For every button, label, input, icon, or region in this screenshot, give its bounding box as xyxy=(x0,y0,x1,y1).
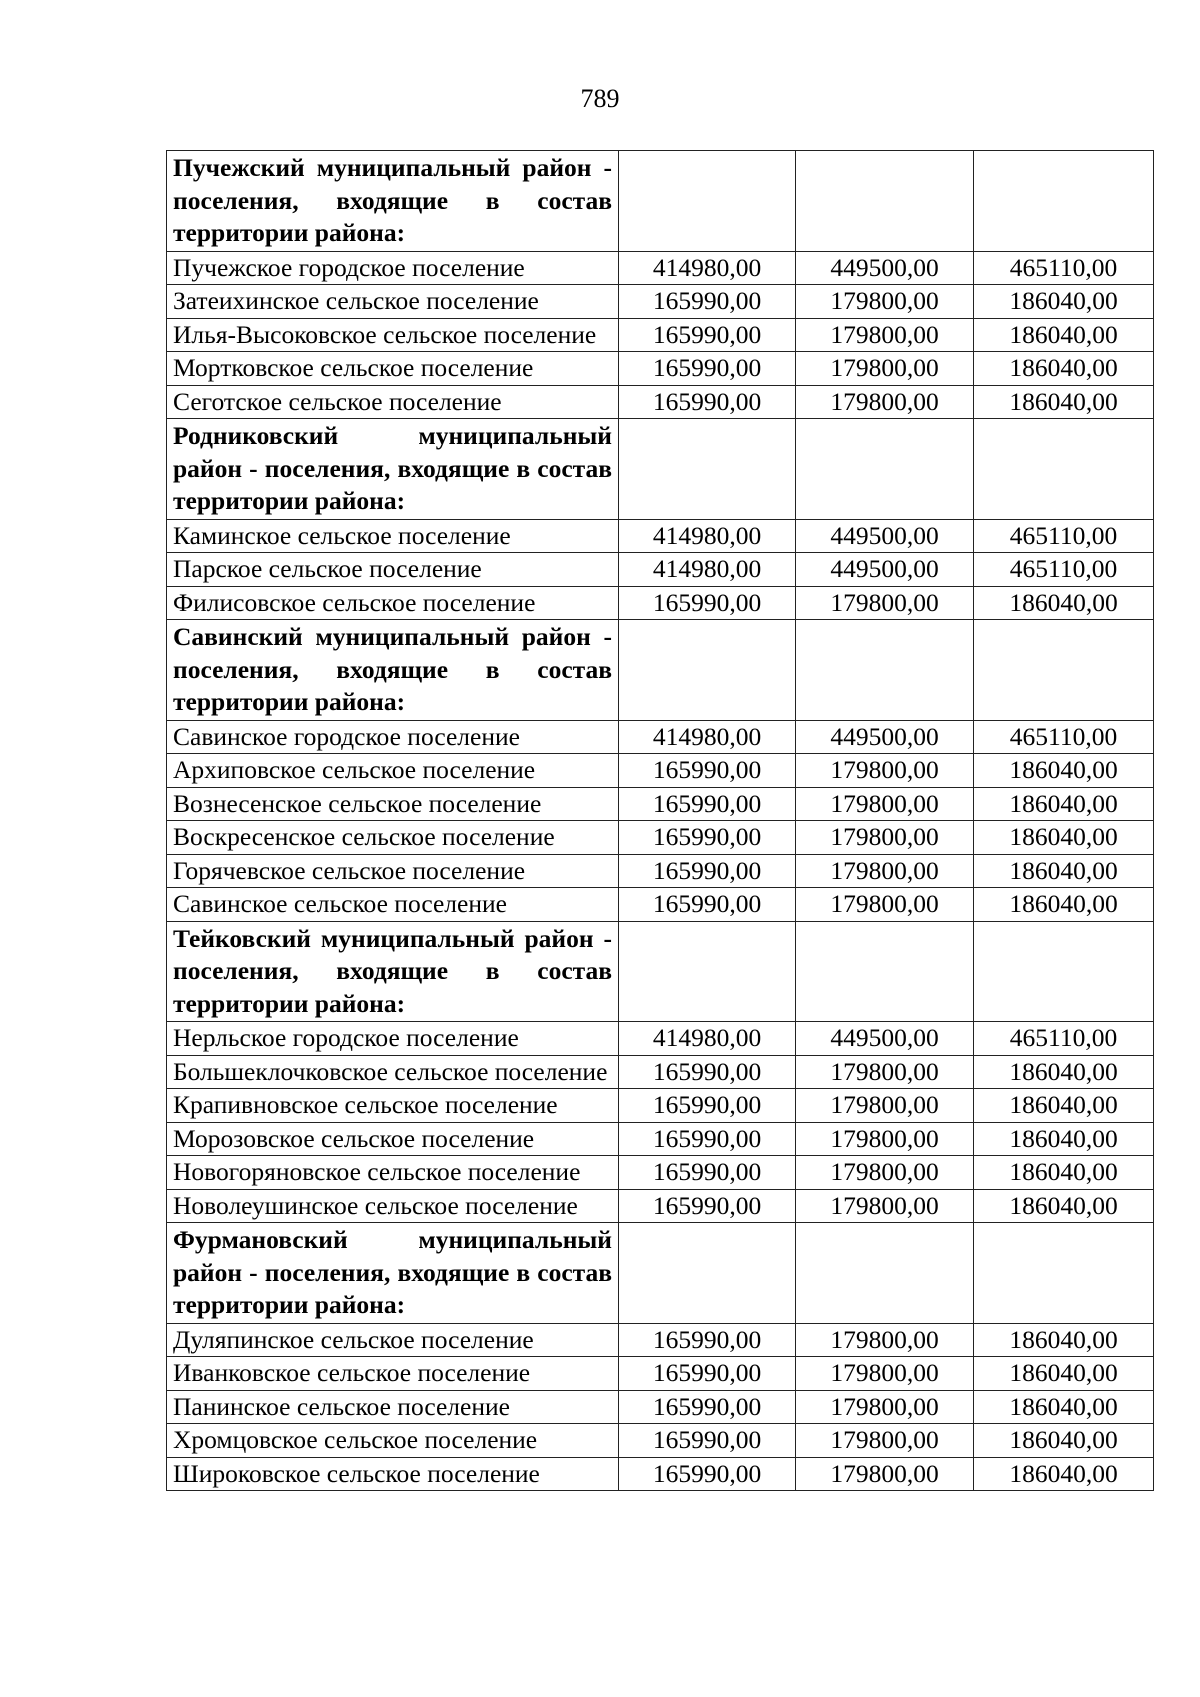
amount-cell-2: 179800,00 xyxy=(796,318,974,352)
amount-cell-3: 186040,00 xyxy=(974,821,1154,855)
settlement-name-cell: Мортковское сельское поселение xyxy=(167,352,619,386)
amount-cell-1 xyxy=(619,151,796,252)
amount-cell-3 xyxy=(974,620,1154,721)
table-row xyxy=(167,1323,1154,1357)
settlement-name-cell: Крапивновское сельское поселение xyxy=(167,1089,619,1123)
amount-cell-2: 179800,00 xyxy=(796,285,974,319)
settlement-name-cell: Хромцовское сельское поселение xyxy=(167,1424,619,1458)
amount-cell-2 xyxy=(796,151,974,252)
amount-cell-3: 186040,00 xyxy=(974,586,1154,620)
amount-cell-2: 179800,00 xyxy=(796,754,974,788)
amount-cell-1: 414980,00 xyxy=(619,251,796,285)
district-name-cell: Савинский муниципальный район - поселения, входящие в состав территории района: xyxy=(167,620,619,721)
table-row xyxy=(167,854,1154,888)
amount-cell-1: 414980,00 xyxy=(619,519,796,553)
amount-cell-3: 186040,00 xyxy=(974,754,1154,788)
amount-cell-1: 165990,00 xyxy=(619,1189,796,1223)
amount-cell-3: 186040,00 xyxy=(974,1457,1154,1491)
settlement-name-cell: Филисовское сельское поселение xyxy=(167,586,619,620)
amount-cell-2: 179800,00 xyxy=(796,1457,974,1491)
amount-cell-2 xyxy=(796,1223,974,1324)
amount-cell-3: 186040,00 xyxy=(974,318,1154,352)
amount-cell-3: 186040,00 xyxy=(974,854,1154,888)
settlement-name-cell: Нерльское городское поселение xyxy=(167,1022,619,1056)
amount-cell-3: 186040,00 xyxy=(974,1089,1154,1123)
table-row xyxy=(167,888,1154,922)
table-row xyxy=(167,1089,1154,1123)
amount-cell-2: 449500,00 xyxy=(796,553,974,587)
district-header-row xyxy=(167,151,1154,252)
amount-cell-1 xyxy=(619,921,796,1022)
amount-cell-3: 465110,00 xyxy=(974,1022,1154,1056)
amount-cell-3: 186040,00 xyxy=(974,888,1154,922)
table-row xyxy=(167,720,1154,754)
table-row xyxy=(167,385,1154,419)
amount-cell-1: 165990,00 xyxy=(619,318,796,352)
amount-cell-1 xyxy=(619,1223,796,1324)
amount-cell-2: 179800,00 xyxy=(796,854,974,888)
amount-cell-1: 414980,00 xyxy=(619,1022,796,1056)
settlement-name-cell: Парское сельское поселение xyxy=(167,553,619,587)
amount-cell-2: 179800,00 xyxy=(796,586,974,620)
settlement-name-cell: Большеклочковское сельское поселение xyxy=(167,1055,619,1089)
amount-cell-3: 186040,00 xyxy=(974,1156,1154,1190)
amount-cell-1: 165990,00 xyxy=(619,385,796,419)
settlement-name-cell: Горячевское сельское поселение xyxy=(167,854,619,888)
settlement-name-cell: Воскресенское сельское поселение xyxy=(167,821,619,855)
district-name-cell: Пучежский муниципальный район - поселения, входящие в состав территории района: xyxy=(167,151,619,252)
amount-cell-2: 179800,00 xyxy=(796,1156,974,1190)
allocation-table xyxy=(166,150,1154,1491)
settlement-name-cell: Вознесенское сельское поселение xyxy=(167,787,619,821)
table-row xyxy=(167,285,1154,319)
amount-cell-1 xyxy=(619,419,796,520)
amount-cell-3 xyxy=(974,921,1154,1022)
district-header-row xyxy=(167,1223,1154,1324)
settlement-name-cell: Савинское сельское поселение xyxy=(167,888,619,922)
amount-cell-2: 179800,00 xyxy=(796,787,974,821)
amount-cell-2: 449500,00 xyxy=(796,1022,974,1056)
amount-cell-2: 179800,00 xyxy=(796,1089,974,1123)
amount-cell-3 xyxy=(974,419,1154,520)
amount-cell-3: 465110,00 xyxy=(974,553,1154,587)
settlement-name-cell: Илья-Высоковское сельское поселение xyxy=(167,318,619,352)
amount-cell-1 xyxy=(619,620,796,721)
amount-cell-2 xyxy=(796,419,974,520)
amount-cell-2 xyxy=(796,620,974,721)
amount-cell-3: 186040,00 xyxy=(974,1424,1154,1458)
table-row xyxy=(167,1189,1154,1223)
amount-cell-1: 165990,00 xyxy=(619,787,796,821)
settlement-name-cell: Затеихинское сельское поселение xyxy=(167,285,619,319)
amount-cell-2 xyxy=(796,921,974,1022)
amount-cell-2: 179800,00 xyxy=(796,821,974,855)
table-row xyxy=(167,352,1154,386)
district-header-row xyxy=(167,921,1154,1022)
district-name-cell: Тейковский муниципальный район - поселения, входящие в состав территории района: xyxy=(167,921,619,1022)
amount-cell-2: 179800,00 xyxy=(796,1122,974,1156)
amount-cell-1: 165990,00 xyxy=(619,1055,796,1089)
table-row xyxy=(167,251,1154,285)
table-row xyxy=(167,1390,1154,1424)
amount-cell-2: 179800,00 xyxy=(796,385,974,419)
district-header-row xyxy=(167,620,1154,721)
amount-cell-3: 186040,00 xyxy=(974,1323,1154,1357)
amount-cell-1: 165990,00 xyxy=(619,821,796,855)
settlement-name-cell: Савинское городское поселение xyxy=(167,720,619,754)
table-row xyxy=(167,1022,1154,1056)
table-row xyxy=(167,318,1154,352)
amount-cell-3: 186040,00 xyxy=(974,285,1154,319)
amount-cell-3 xyxy=(974,151,1154,252)
table-row xyxy=(167,553,1154,587)
amount-cell-2: 179800,00 xyxy=(796,1424,974,1458)
amount-cell-3: 186040,00 xyxy=(974,1189,1154,1223)
amount-cell-1: 165990,00 xyxy=(619,1390,796,1424)
amount-cell-1: 165990,00 xyxy=(619,888,796,922)
settlement-name-cell: Новогоряновское сельское поселение xyxy=(167,1156,619,1190)
table-body xyxy=(167,151,1154,1491)
table-row xyxy=(167,821,1154,855)
settlement-name-cell: Широковское сельское поселение xyxy=(167,1457,619,1491)
amount-cell-3: 186040,00 xyxy=(974,385,1154,419)
amount-cell-2: 179800,00 xyxy=(796,1189,974,1223)
table-row xyxy=(167,1357,1154,1391)
amount-cell-2: 179800,00 xyxy=(796,888,974,922)
amount-cell-2: 449500,00 xyxy=(796,251,974,285)
settlement-name-cell: Дуляпинское сельское поселение xyxy=(167,1323,619,1357)
amount-cell-1: 165990,00 xyxy=(619,854,796,888)
amount-cell-3: 186040,00 xyxy=(974,787,1154,821)
table-row xyxy=(167,1156,1154,1190)
amount-cell-1: 165990,00 xyxy=(619,1357,796,1391)
settlement-name-cell: Панинское сельское поселение xyxy=(167,1390,619,1424)
settlement-name-cell: Сеготское сельское поселение xyxy=(167,385,619,419)
amount-cell-1: 414980,00 xyxy=(619,553,796,587)
table-row xyxy=(167,754,1154,788)
amount-cell-2: 179800,00 xyxy=(796,1390,974,1424)
amount-cell-1: 165990,00 xyxy=(619,352,796,386)
amount-cell-2: 179800,00 xyxy=(796,1055,974,1089)
amount-cell-3: 465110,00 xyxy=(974,720,1154,754)
amount-cell-1: 165990,00 xyxy=(619,1424,796,1458)
amount-cell-1: 165990,00 xyxy=(619,1457,796,1491)
amount-cell-1: 165990,00 xyxy=(619,1122,796,1156)
amount-cell-1: 165990,00 xyxy=(619,1156,796,1190)
amount-cell-2: 449500,00 xyxy=(796,720,974,754)
table-row xyxy=(167,1122,1154,1156)
amount-cell-2: 179800,00 xyxy=(796,1323,974,1357)
amount-cell-1: 165990,00 xyxy=(619,754,796,788)
amount-cell-2: 179800,00 xyxy=(796,1357,974,1391)
page-number: 789 xyxy=(580,84,620,113)
amount-cell-3: 465110,00 xyxy=(974,519,1154,553)
table-row xyxy=(167,1424,1154,1458)
settlement-name-cell: Архиповское сельское поселение xyxy=(167,754,619,788)
amount-cell-3: 186040,00 xyxy=(974,1122,1154,1156)
amount-cell-3: 186040,00 xyxy=(974,1390,1154,1424)
settlement-name-cell: Пучежское городское поселение xyxy=(167,251,619,285)
settlement-name-cell: Иванковское сельское поселение xyxy=(167,1357,619,1391)
district-name-cell: Фурмановский муниципальный район - поселения, входящие в состав территории района: xyxy=(167,1223,619,1324)
amount-cell-1: 165990,00 xyxy=(619,1089,796,1123)
amount-cell-2: 179800,00 xyxy=(796,352,974,386)
table-row xyxy=(167,1457,1154,1491)
amount-cell-1: 165990,00 xyxy=(619,586,796,620)
amount-cell-1: 414980,00 xyxy=(619,720,796,754)
district-header-row xyxy=(167,419,1154,520)
amount-cell-1: 165990,00 xyxy=(619,1323,796,1357)
amount-cell-3: 186040,00 xyxy=(974,1055,1154,1089)
settlement-name-cell: Каминское сельское поселение xyxy=(167,519,619,553)
district-name-cell: Родниковский муниципальный район - поселения, входящие в состав территории района: xyxy=(167,419,619,520)
amount-cell-1: 165990,00 xyxy=(619,285,796,319)
table-row xyxy=(167,519,1154,553)
settlement-name-cell: Новолеушинское сельское поселение xyxy=(167,1189,619,1223)
table-row xyxy=(167,586,1154,620)
amount-cell-3: 465110,00 xyxy=(974,251,1154,285)
amount-cell-3: 186040,00 xyxy=(974,1357,1154,1391)
settlement-name-cell: Морозовское сельское поселение xyxy=(167,1122,619,1156)
amount-cell-3 xyxy=(974,1223,1154,1324)
amount-cell-2: 449500,00 xyxy=(796,519,974,553)
table-row xyxy=(167,787,1154,821)
table-row xyxy=(167,1055,1154,1089)
amount-cell-3: 186040,00 xyxy=(974,352,1154,386)
